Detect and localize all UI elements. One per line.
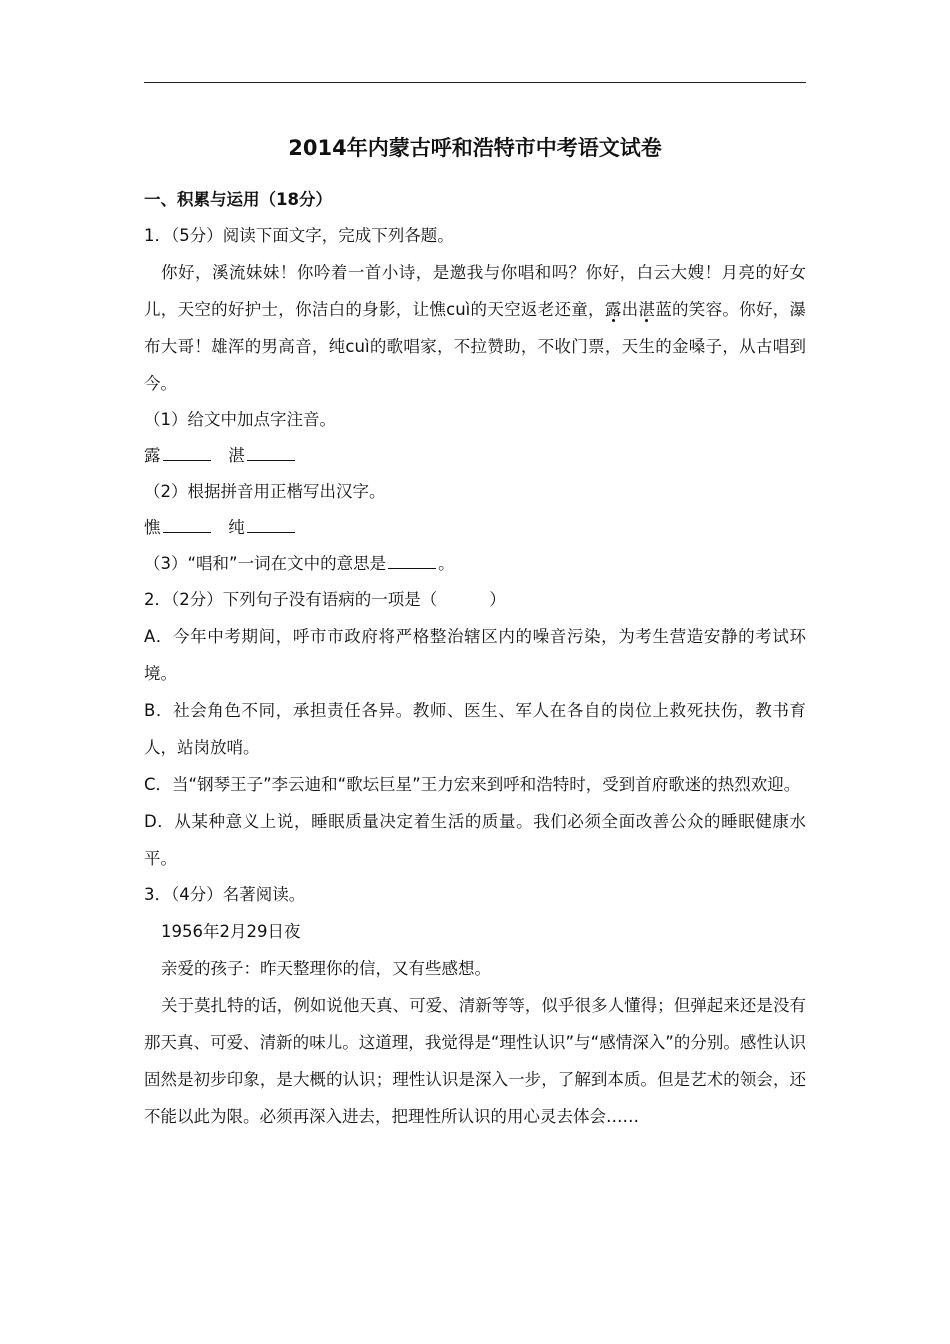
question-2-stem bbox=[144, 582, 806, 618]
passage-text-c: 蓝的笑容。你好，瀑布大哥！雄浑的男高音，纯cuì的歌唱家，不拉赞助，不收门票，天生的金嗓子，从古唱到今。 bbox=[144, 300, 807, 393]
sub-question-1: （1）给文中加点字注音。 bbox=[144, 410, 336, 429]
option-c: C．当“钢琴王子”李云迪和“歌坛巨星”王力宏来到呼和浩特时，受到首府歌迷的热烈欢迎。 bbox=[144, 775, 801, 794]
sub-question-2: （2）根据拼音用正楷写出汉字。 bbox=[144, 482, 386, 501]
letter-body: 关于莫扎特的话，例如说他天真、可爱、清新等等，似乎很多人懂得；但弹起来还是没有那天真、可爱、清新的味儿。这道理，我觉得是“理性认识”与“感情深入”的分别。感性认识固然是初步印象，是大概的认识；理性认识是深入一步，了解到本质。但是艺术的领会，还不能以此为限。必须再深入进去，把理性所认识的用心灵去体会…… bbox=[144, 996, 806, 1126]
answer-blank[interactable] bbox=[388, 552, 436, 569]
answer-label-qiao: 憔 bbox=[144, 518, 161, 537]
answer-blank[interactable] bbox=[163, 516, 211, 533]
section-heading: 一、积累与运用（18分） bbox=[144, 190, 332, 209]
option-b: B．社会角色不同，承担责任各异。教师、医生、军人在各自的岗位上救死扶伤，教书育人，站岗放哨。 bbox=[144, 701, 806, 757]
passage-text-a: 你好，溪流妹妹！你吟着一首小诗，是邀我与你唱和吗？你好，白云大嫂！月亮的好女儿，天空的好护士，你洁白的身影，让憔cuì的天空返老还童， bbox=[144, 263, 806, 319]
answer-blank[interactable] bbox=[247, 444, 295, 461]
question-1-stem: 1．（5分）阅读下面文字，完成下列各题。 bbox=[144, 226, 454, 245]
letter-date: 1956年2月29日夜 bbox=[161, 922, 301, 941]
header-rule bbox=[144, 82, 806, 83]
answer-label-zhan: 湛 bbox=[228, 446, 245, 465]
answer-blank[interactable] bbox=[163, 444, 211, 461]
answer-line-1 bbox=[144, 438, 806, 474]
dotted-char-lu: 露 bbox=[604, 300, 622, 319]
passage-text-b: 出 bbox=[621, 300, 639, 319]
sub-question-3 bbox=[144, 546, 806, 582]
exam-page bbox=[144, 128, 806, 1135]
question-3-stem: 3．（4分）名著阅读。 bbox=[144, 885, 306, 904]
answer-line-2 bbox=[144, 510, 806, 546]
question-2-close: ） bbox=[489, 590, 506, 609]
dotted-char-zhan: 湛 bbox=[638, 300, 656, 319]
answer-label-chun: 纯 bbox=[228, 518, 245, 537]
answer-blank[interactable] bbox=[247, 516, 295, 533]
option-a: A．今年中考期间，呼市市政府将严格整治辖区内的噪音污染，为考生营造安静的考试环境。 bbox=[144, 627, 806, 683]
option-d: D．从某种意义上说，睡眠质量决定着生活的质量。我们必须全面改善公众的睡眠健康水平。 bbox=[144, 812, 806, 868]
sub-question-3-text: （3）“唱和”一词在文中的意思是 bbox=[144, 554, 387, 573]
answer-label-lu: 露 bbox=[144, 446, 161, 465]
page-title: 2014年内蒙古呼和浩特市中考语文试卷 bbox=[288, 136, 662, 160]
question-2-text: 2．（2分）下列句子没有语病的一项是（ bbox=[144, 590, 438, 609]
question-1-passage bbox=[144, 254, 806, 402]
letter-greeting: 亲爱的孩子：昨天整理你的信，又有些感想。 bbox=[161, 959, 491, 978]
sub-question-3-end: 。 bbox=[438, 554, 455, 573]
